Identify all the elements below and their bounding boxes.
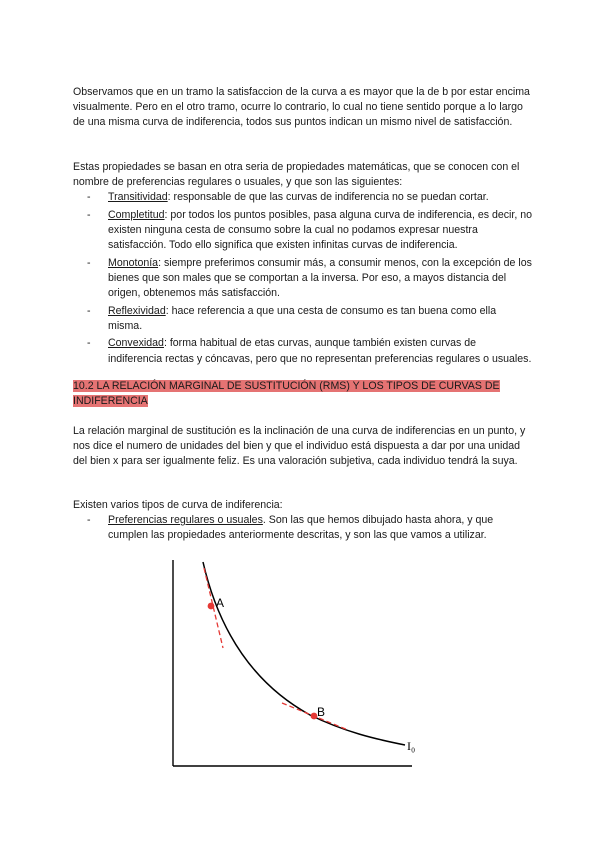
point-b-label: B	[317, 705, 326, 719]
point-a	[208, 603, 215, 610]
list-item: - Convexidad: forma habitual de etas curvas, aunque también existen curvas de indiferencia rectas y cóncavas, pero que no representan preferencias regulares o usuales.	[87, 337, 532, 365]
list-item: - Reflexividad: hace referencia a que una cesta de consumo es tan buena como ella misma.	[87, 304, 497, 332]
list-item: - Preferencias regulares o usuales. Son las que hemos dibujado hasta ahora, y que cumplen las propiedades anteriormente descritas, y son las que vamos a utilizar.	[87, 514, 494, 542]
term-transitividad: Transitividad	[108, 191, 168, 203]
properties-list	[73, 190, 533, 369]
term-completitud: Completitud	[108, 208, 165, 221]
indifference-curve	[203, 562, 405, 745]
term-reflexividad: Reflexividad	[108, 304, 166, 317]
point-a-label: A	[216, 596, 225, 610]
term-preferencias-regulares: Preferencias regulares o usuales	[108, 514, 263, 526]
bullet-dash: -	[87, 191, 91, 203]
paragraph-satisfaction: Observamos que en un tramo la satisfaccion de la curva a es mayor que la de b por estar encima visualmente. Pero en el otro tramo, ocurre lo contrario, lo cual no tiene sentido porque a lo largo de una misma curva de indiferencia, todos sus puntos indican un mismo nivel de satisfacción.	[73, 86, 530, 129]
curve-label: I₀	[407, 739, 416, 753]
paragraph-rms-definition: La relación marginal de sustitución es la inclinación de una curva de indiferencias en un punto, y nos dice el numero de unidades del bien y que el individuo está dispuesta a dar por una unidad del bien x para ser igualmente feliz. Es una valoración subjetiva, cada individuo tendrá la suya.	[73, 425, 526, 468]
indifference-curve-figure	[160, 552, 430, 774]
bullet-dash: -	[87, 514, 91, 526]
bullet-dash: -	[87, 337, 91, 350]
term-monotonia: Monotonía	[108, 256, 159, 269]
paragraph-types-intro: Existen varios tipos de curva de indiferencia:	[73, 499, 283, 511]
bullet-dash: -	[87, 304, 91, 317]
section-heading: 10.2 LA RELACIÓN MARGINAL DE SUSTITUCIÓN (RMS) Y LOS TIPOS DE CURVAS DE INDIFERENCIA	[73, 380, 500, 408]
bullet-dash: -	[87, 208, 91, 221]
term-convexidad: Convexidad	[108, 337, 164, 350]
list-item: - Completitud: por todos los puntos posibles, pasa alguna curva de indiferencia, es decir, no existen ninguna cesta de consumo sobre la cual no podamos expresar nuestra satisfacción. Todo ello significa que existen infinitas curvas de indiferencia.	[87, 208, 533, 251]
list-item: - Monotonía: siempre preferimos consumir más, a consumir menos, con la excepción de los bienes que son males que se comportan a la inversa. Por eso, a mayos distancia del origen, obtenemos más satisfacción.	[87, 256, 532, 299]
paragraph-properties-intro: Estas propiedades se basan en otra seria de propiedades matemáticas, que se conocen con el nombre de preferencias regulares o usuales, y que son las siguientes:	[73, 161, 520, 189]
list-item: - Transitividad: responsable de que las curvas de indiferencia no se puedan cortar.	[73, 190, 533, 205]
types-list	[73, 513, 533, 543]
bullet-dash: -	[87, 256, 91, 269]
